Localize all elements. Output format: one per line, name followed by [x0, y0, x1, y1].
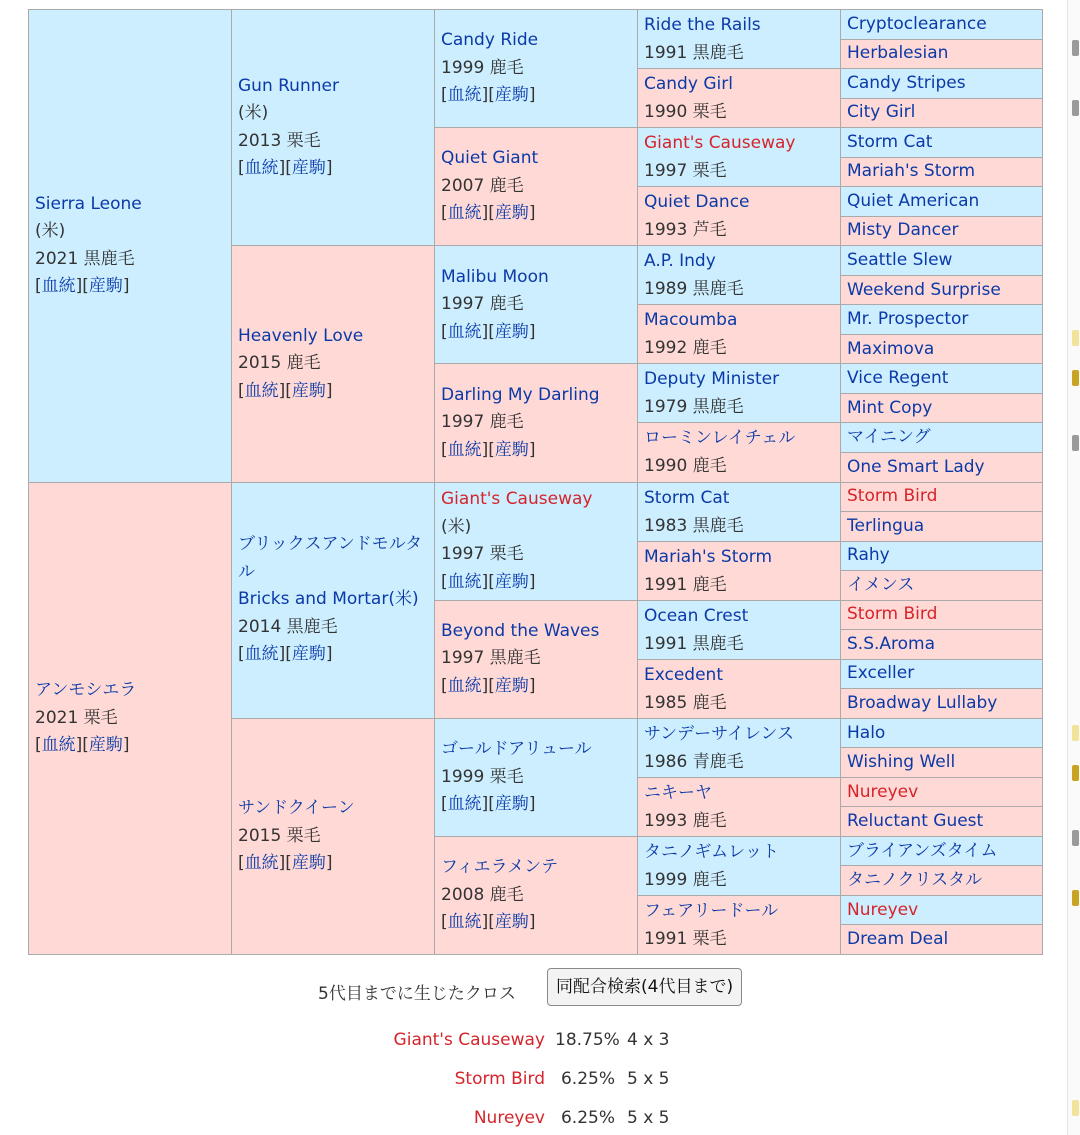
horse-year-color: 2015 栗毛 [238, 825, 321, 846]
offspring-link[interactable]: 産駒 [494, 85, 529, 106]
horse-link[interactable]: ローミンレイチェル [644, 428, 796, 449]
horse-year-color: 1993 鹿毛 [644, 810, 727, 831]
lineage-link[interactable]: 血統 [447, 439, 482, 460]
horse-cell: Darling My Darling 1997 鹿毛 [血統][産駒] [435, 364, 638, 482]
cross-horse-link[interactable]: Giant's Causeway [393, 1030, 545, 1050]
horse-cell [841, 393, 1043, 423]
horse-link[interactable]: サンドクイーン [238, 798, 355, 819]
horse-cell [841, 128, 1043, 158]
offspring-link[interactable]: 産駒 [494, 439, 529, 460]
lineage-link[interactable]: 血統 [447, 571, 482, 592]
lineage-link[interactable]: 血統 [447, 203, 482, 224]
horse-link[interactable]: Darling My Darling [441, 384, 600, 405]
horse-cell [638, 305, 841, 364]
horse-link[interactable]: Dream Deal [847, 929, 949, 950]
horse-cell [841, 836, 1043, 866]
horse-cell [841, 482, 1043, 512]
horse-cell [638, 128, 841, 187]
horse-link[interactable]: Excedent [644, 664, 723, 685]
horse-cell [638, 187, 841, 246]
horse-link[interactable]: フェアリードール [644, 900, 779, 921]
horse-cell [841, 512, 1043, 542]
horse-year-color: 1992 鹿毛 [644, 338, 727, 359]
horse-link[interactable]: A.P. Indy [644, 251, 716, 272]
horse-link[interactable]: Mr. Prospector [847, 309, 969, 330]
horse-link-cross[interactable]: Storm Bird [847, 604, 938, 625]
horse-link[interactable]: Mint Copy [847, 397, 933, 418]
cross-generations: 5 x 5 [627, 1069, 670, 1089]
horse-link[interactable]: Candy Girl [644, 74, 733, 95]
horse-cell [841, 866, 1043, 896]
horse-cell [638, 482, 841, 541]
horse-link-cross[interactable]: Storm Bird [847, 486, 938, 507]
horse-year-color: 1989 黒鹿毛 [644, 279, 744, 300]
horse-year-color: 1990 栗毛 [644, 102, 727, 123]
horse-link[interactable]: Vice Regent [847, 368, 949, 389]
horse-cell [638, 600, 841, 659]
cross-label: 5代目までに生じたクロス [318, 984, 516, 1004]
cross-generations: 5 x 5 [627, 1108, 670, 1128]
horse-link[interactable]: Ride the Rails [644, 15, 761, 36]
horse-year-color: 1999 鹿毛 [644, 869, 727, 890]
lineage-link[interactable]: 血統 [41, 735, 76, 755]
horse-year-color: 1997 黒鹿毛 [441, 648, 541, 669]
horse-link[interactable]: Rahy [847, 545, 890, 566]
cross-row [0, 1030, 700, 1056]
edge-mark [1072, 435, 1079, 451]
lineage-link[interactable]: 血統 [447, 321, 482, 342]
horse-cell [841, 334, 1043, 364]
horse-cell [841, 600, 1043, 630]
cross-percent: 18.75% [555, 1030, 620, 1050]
horse-cell [638, 364, 841, 423]
horse-cell: Quiet Giant 2007 鹿毛 [血統][産駒] [435, 128, 638, 246]
horse-year-color: 2015 鹿毛 [238, 353, 321, 374]
offspring-link[interactable]: 産駒 [494, 571, 529, 592]
horse-link[interactable]: Storm Cat [847, 131, 933, 152]
horse-year-color: 1999 栗毛 [441, 766, 524, 787]
horse-cell [841, 630, 1043, 660]
horse-year-color: 2008 鹿毛 [441, 884, 524, 905]
lineage-link[interactable]: 血統 [244, 158, 279, 179]
horse-link[interactable]: Beyond the Waves [441, 620, 600, 641]
lineage-link[interactable]: 血統 [447, 675, 482, 696]
horse-link[interactable]: イメンス [847, 574, 915, 595]
offspring-link[interactable]: 産駒 [494, 321, 529, 342]
offspring-link[interactable]: 産駒 [291, 158, 326, 179]
edge-mark [1072, 330, 1079, 346]
horse-cell [841, 69, 1043, 99]
horse-year-color: 1990 鹿毛 [644, 456, 727, 477]
horse-cell [841, 187, 1043, 217]
horse-link-cross[interactable]: Giant's Causeway [644, 133, 796, 154]
horse-link[interactable]: Storm Cat [644, 487, 730, 508]
horse-year-color: 1991 鹿毛 [644, 574, 727, 595]
horse-origin: (米) [35, 221, 66, 242]
horse-cell [638, 423, 841, 482]
cross-horse-link[interactable]: Nureyev [473, 1108, 545, 1128]
horse-link[interactable]: ゴールドアリュール [441, 739, 592, 760]
horse-link[interactable]: タニノクリスタル [847, 870, 983, 891]
offspring-link[interactable]: 産駒 [88, 735, 123, 755]
lineage-link[interactable]: 血統 [447, 794, 482, 815]
horse-link[interactable]: Heavenly Love [238, 325, 364, 346]
lineage-link[interactable]: 血統 [447, 912, 482, 933]
offspring-link[interactable]: 産駒 [494, 912, 529, 933]
horse-cell [841, 777, 1043, 807]
horse-cell [638, 541, 841, 600]
horse-year-color: 1991 黒鹿毛 [644, 633, 744, 654]
horse-cell [638, 10, 841, 69]
horse-link[interactable]: Gun Runner [238, 75, 339, 96]
adjacent-panel-edge [1067, 0, 1080, 1135]
horse-cell [841, 246, 1043, 276]
horse-cell: Sierra Leone (米) 2021 黒鹿毛 [血統][産駒] [29, 10, 232, 483]
horse-year-color: 2021 黒鹿毛 [35, 248, 135, 269]
horse-link[interactable]: Herbalesian [847, 43, 949, 64]
horse-link[interactable]: Seattle Slew [847, 250, 953, 271]
cross-percent: 6.25% [560, 1069, 615, 1089]
horse-cell: ブリックスアンドモルタル Bricks and Mortar(米) 2014 黒鹿毛 [血統][産駒] [232, 482, 435, 718]
offspring-link[interactable]: 産駒 [291, 380, 326, 401]
horse-cell: Giant's Causeway (米) 1997 栗毛 [血統][産駒] [435, 482, 638, 600]
lineage-link[interactable]: 血統 [244, 853, 279, 874]
horse-link[interactable]: フィエラメンテ [441, 857, 559, 878]
horse-year-color: 1991 黒鹿毛 [644, 43, 744, 64]
cross-generations: 4 x 3 [627, 1030, 670, 1050]
horse-year-color: 2021 栗毛 [35, 707, 118, 728]
horse-cell [841, 157, 1043, 187]
horse-year-color: 1997 鹿毛 [441, 412, 524, 433]
edge-mark [1072, 890, 1079, 906]
offspring-link[interactable]: 産駒 [494, 675, 529, 696]
horse-cell: フィエラメンテ 2008 鹿毛 [血統][産駒] [435, 836, 638, 954]
horse-cell [841, 423, 1043, 453]
horse-origin: (米) [238, 103, 269, 124]
horse-cell [841, 689, 1043, 719]
horse-link-cross[interactable]: Nureyev [847, 899, 919, 920]
cross-row [0, 1069, 700, 1095]
lineage-link[interactable]: 血統 [41, 276, 76, 297]
horse-cell: Beyond the Waves 1997 黒鹿毛 [血統][産駒] [435, 600, 638, 718]
horse-link[interactable]: Deputy Minister [644, 369, 780, 390]
horse-link[interactable]: Misty Dancer [847, 220, 959, 241]
horse-year-color: 1991 栗毛 [644, 928, 727, 949]
horse-link[interactable]: Maximova [847, 338, 935, 359]
horse-cell [841, 895, 1043, 925]
cross-percent: 6.25% [560, 1108, 615, 1128]
edge-mark [1072, 100, 1079, 116]
lineage-link[interactable]: 血統 [244, 644, 279, 665]
horse-cell [841, 275, 1043, 305]
horse-cell [841, 925, 1043, 955]
offspring-link[interactable]: 産駒 [291, 853, 326, 874]
horse-link[interactable]: Candy Ride [441, 30, 539, 51]
horse-link-cross[interactable]: Giant's Causeway [441, 489, 593, 510]
horse-link[interactable]: アンモシエラ [35, 680, 137, 700]
cross-row [0, 1108, 700, 1134]
horse-cell [841, 216, 1043, 246]
horse-cell [638, 895, 841, 954]
edge-mark [1072, 725, 1079, 741]
horse-link[interactable]: Broadway Lullaby [847, 692, 998, 713]
horse-year-color: 1986 青鹿毛 [644, 751, 744, 772]
horse-year-color: 1985 鹿毛 [644, 692, 727, 713]
horse-link[interactable]: マイニング [847, 427, 931, 448]
horse-year-color: 1999 鹿毛 [441, 57, 524, 78]
horse-cell [841, 10, 1043, 40]
horse-link[interactable]: Exceller [847, 663, 915, 684]
edge-mark [1072, 830, 1079, 846]
horse-link[interactable]: Sierra Leone [35, 193, 142, 214]
horse-link-cross[interactable]: Nureyev [847, 781, 919, 802]
horse-cell [841, 98, 1043, 128]
edge-mark [1072, 370, 1079, 386]
horse-cell: Candy Ride 1999 鹿毛 [血統][産駒] [435, 10, 638, 128]
offspring-link[interactable]: 産駒 [291, 644, 326, 665]
horse-cell [638, 718, 841, 777]
horse-year-color: 1979 黒鹿毛 [644, 397, 744, 418]
horse-link[interactable]: Quiet Dance [644, 192, 750, 213]
horse-cell [841, 39, 1043, 69]
lineage-link[interactable]: 血統 [447, 85, 482, 106]
horse-link[interactable]: サンデーサイレンス [644, 723, 795, 744]
horse-cell [841, 748, 1043, 778]
horse-link[interactable]: Quiet American [847, 190, 980, 211]
horse-cell: Malibu Moon 1997 鹿毛 [血統][産駒] [435, 246, 638, 364]
horse-cell [841, 807, 1043, 837]
horse-year-color: 2007 鹿毛 [441, 175, 524, 196]
horse-cell: Heavenly Love 2015 鹿毛 [血統][産駒] [232, 246, 435, 482]
horse-link[interactable]: Quiet Giant [441, 148, 539, 169]
horse-year-color: 1993 芦毛 [644, 220, 727, 241]
horse-link[interactable]: Macoumba [644, 310, 738, 331]
horse-link[interactable]: Ocean Crest [644, 605, 749, 626]
horse-cell: サンドクイーン 2015 栗毛 [血統][産駒] [232, 718, 435, 954]
horse-cell [638, 777, 841, 836]
horse-cell [638, 659, 841, 718]
horse-link[interactable]: タニノギムレット [644, 841, 779, 862]
horse-link[interactable]: Halo [847, 722, 886, 743]
horse-cell [841, 305, 1043, 335]
pedigree-table [28, 9, 1043, 955]
horse-link[interactable]: Reluctant Guest [847, 811, 984, 832]
horse-link[interactable]: Weekend Surprise [847, 279, 1001, 300]
edge-mark [1072, 40, 1079, 56]
edge-mark [1072, 765, 1079, 781]
horse-link[interactable]: ブライアンズタイム [847, 840, 998, 861]
horse-year-color: 1997 栗毛 [441, 544, 524, 565]
horse-link[interactable]: Cryptoclearance [847, 13, 987, 34]
horse-link[interactable]: ブリックスアンドモルタル [238, 534, 423, 582]
horse-year-color: 1997 栗毛 [644, 161, 727, 182]
horse-link[interactable]: Wishing Well [847, 752, 956, 773]
offspring-link[interactable]: 産駒 [494, 203, 529, 224]
lineage-link[interactable]: 血統 [244, 380, 279, 401]
horse-link[interactable]: S.S.Aroma [847, 633, 936, 654]
offspring-link[interactable]: 産駒 [494, 794, 529, 815]
horse-cell [841, 364, 1043, 394]
horse-cell: アンモシエラ 2021 栗毛 [血統][産駒] [29, 482, 232, 955]
horse-link[interactable]: ニキーヤ [644, 782, 712, 803]
horse-year-color: 1983 黒鹿毛 [644, 515, 744, 536]
horse-link[interactable]: Mariah's Storm [847, 161, 976, 182]
horse-link[interactable]: One Smart Lady [847, 456, 985, 477]
horse-link[interactable]: Terlingua [847, 515, 925, 536]
horse-link[interactable]: Candy Stripes [847, 72, 966, 93]
horse-link[interactable]: City Girl [847, 102, 916, 123]
same-mating-search-button[interactable]: 同配合検索(4代目まで) [547, 968, 742, 1006]
offspring-link[interactable]: 産駒 [88, 276, 123, 297]
horse-cell [841, 452, 1043, 482]
horse-link[interactable]: Mariah's Storm [644, 546, 773, 567]
horse-link[interactable]: Malibu Moon [441, 266, 549, 287]
horse-year-color: 1997 鹿毛 [441, 294, 524, 315]
horse-origin: (米) [441, 516, 472, 537]
horse-cell [841, 718, 1043, 748]
horse-year-color: 2013 栗毛 [238, 130, 321, 151]
horse-alt-name[interactable]: Bricks and Mortar(米) [238, 589, 419, 610]
horse-cell: Gun Runner (米) 2013 栗毛 [血統][産駒] [232, 10, 435, 246]
horse-cell [841, 659, 1043, 689]
horse-cell: ゴールドアリュール 1999 栗毛 [血統][産駒] [435, 718, 638, 836]
horse-year-color: 2014 黒鹿毛 [238, 616, 338, 637]
edge-mark [1072, 1100, 1079, 1116]
horse-cell [841, 541, 1043, 571]
horse-cell [638, 836, 841, 895]
horse-cell [638, 246, 841, 305]
cross-horse-link[interactable]: Storm Bird [454, 1069, 545, 1089]
horse-cell [841, 571, 1043, 601]
horse-cell [638, 69, 841, 128]
